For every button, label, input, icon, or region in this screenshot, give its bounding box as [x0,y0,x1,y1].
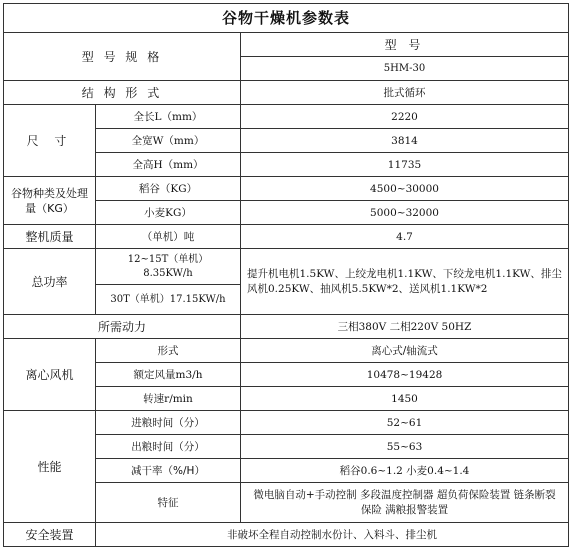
out-time-label: 出粮时间（分） [96,435,241,459]
power-sub-12-15t [96,249,241,285]
performance-group: 性能 [4,411,96,523]
structure-label: 结 构 形 式 [4,81,241,105]
size-group: 尺 寸 [4,105,96,177]
safety-value: 非破坏全程自动控制水份计、入料斗、排尘机 [96,523,569,547]
structure-value: 批式循环 [241,81,569,105]
drying-rate-label: 减干率（%/H） [96,459,241,483]
height-label: 全高H（mm） [96,153,241,177]
out-time-value: 55~63 [241,435,569,459]
table-row [4,105,569,129]
spec-sheet [3,3,568,555]
fan-group: 离心风机 [4,339,96,411]
rice-label: 稻谷（KG） [96,177,241,201]
fan-airflow-value: 10478~19428 [241,363,569,387]
fan-form-label: 形式 [96,339,241,363]
fan-form-value: 离心式/轴流式 [241,339,569,363]
power-required-label: 所需动力 [4,315,241,339]
spec-label: 型 号 规 格 [4,33,241,81]
fan-speed-label: 转速r/min [96,387,241,411]
length-label: 全长L（mm） [96,105,241,129]
in-time-value: 52~61 [241,411,569,435]
parameter-table [3,3,569,547]
model-label: 型 号 [241,33,569,57]
capacity-group: 谷物种类及处理量（KG） [4,177,96,225]
wheat-label: 小麦KG） [96,201,241,225]
power-sub-12-15t-line2: 8.35KW/h [143,267,193,279]
in-time-label: 进粮时间（分） [96,411,241,435]
power-value: 提升机电机1.5KW、上绞龙电机1.1KW、下绞龙电机1.1KW、排尘风机0.25KW、抽风机5.5KW*2、送风机1.1KW*2 [241,249,569,315]
feature-value: 微电脑自动+手动控制 多段温度控制器 超负荷保险装置 链条断裂保险 满粮报警装置 [241,483,569,523]
table-title: 谷物干燥机参数表 [4,4,569,33]
fan-airflow-label: 额定风量m3/h [96,363,241,387]
table-row [4,177,569,201]
table-row [4,411,569,435]
table-row [4,315,569,339]
table-row [4,339,569,363]
table-row [4,81,569,105]
mass-group: 整机质量 [4,225,96,249]
table-row [4,249,569,285]
mass-label: （单机）吨 [96,225,241,249]
model-value: 5HM-30 [241,57,569,81]
length-value: 2220 [241,105,569,129]
width-label: 全宽W（mm） [96,129,241,153]
wheat-value: 5000~32000 [241,201,569,225]
power-sub-30t: 30T（单机）17.15KW/h [96,285,241,315]
height-value: 11735 [241,153,569,177]
drying-rate-value: 稻谷0.6~1.2 小麦0.4~1.4 [241,459,569,483]
table-row [4,523,569,547]
rice-value: 4500~30000 [241,177,569,201]
safety-label: 安全装置 [4,523,96,547]
width-value: 3814 [241,129,569,153]
title-row [4,4,569,33]
power-group: 总功率 [4,249,96,315]
power-required-value: 三相380V 二相220V 50HZ [241,315,569,339]
table-row [4,225,569,249]
mass-value: 4.7 [241,225,569,249]
fan-speed-value: 1450 [241,387,569,411]
header-row [4,33,569,57]
feature-label: 特征 [96,483,241,523]
power-sub-12-15t-line1: 12~15T（单机） [127,253,209,265]
